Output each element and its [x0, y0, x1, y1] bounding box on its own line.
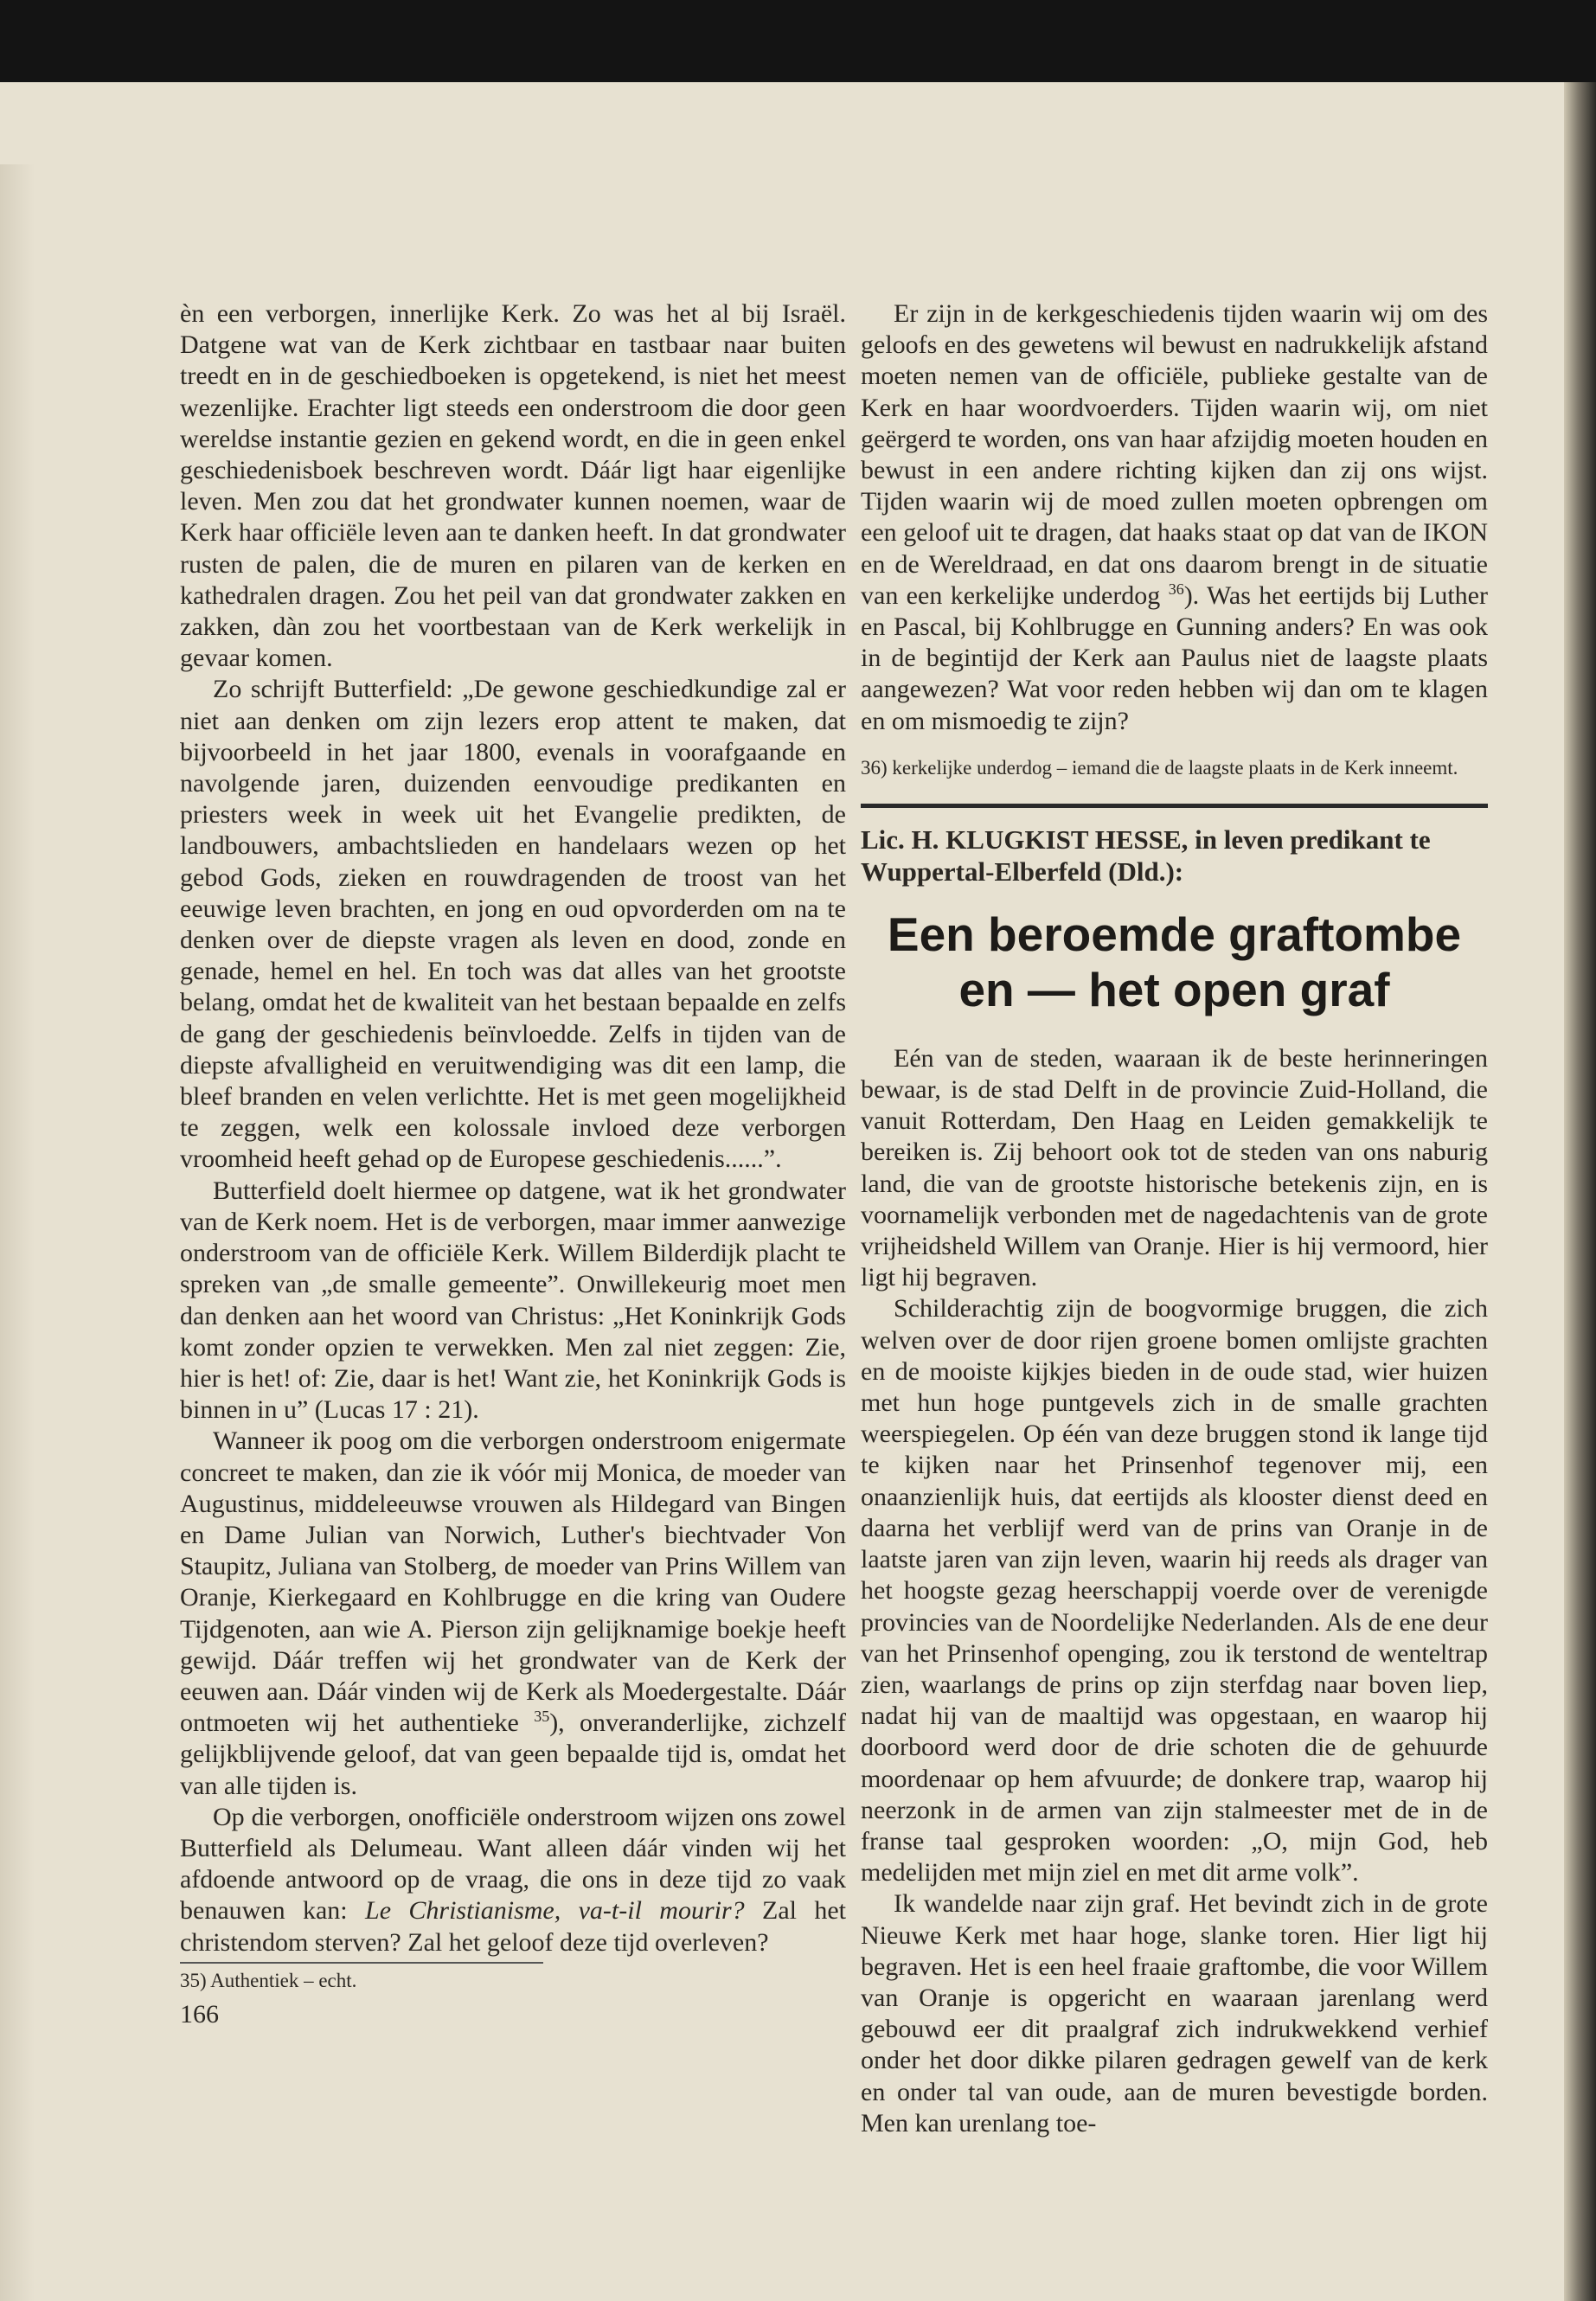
page-number: 166	[180, 1999, 219, 2029]
footnote: 35) Authentiek – echt.	[180, 1969, 357, 1991]
right-column	[861, 298, 1488, 2139]
paragraph: Zo schrijft Butterfield: „De gewone geschiedkundige zal er niet aan denken om zijn lezers erop attent te maken, dat bijvoorbeeld in het jaar 1800, evenals in voorafgaande en navolgende jaren, duizenden eenvoudige predikanten en priesters week in week uit het Evangelie predikten, de landbouwers, ambachtslieden en handelaars wezen op het gebod Gods, zieken en rouwdragenden de troost van het eeuwige leven brachten, en jong en oud opvorderden om na te denken over de diepste vragen als leven en dood, zonde en genade, hemel en hel. En toch was dat alles van het grootste belang, omdat het de kwaliteit van het bestaan bepaalde en zelfs de gang der geschiedenis beïnvloedde. Zelfs in tijden van de diepste afvalligheid en veruitwendiging was dit een lamp, die bleef branden en velen verlichtte. Het is met geen mogelijkheid te zeggen, welk een kolossale invloed deze verborgen vroomheid heeft gehad op de Europese geschiedenis......”.	[180, 675, 846, 1174]
paragraph: Eén van de steden, waaraan ik de beste herinneringen bewaar, is de stad Delft in de provincie Zuid-Holland, die vanuit Rotterdam, Den Haag en Leiden gemakkelijk te bereiken is. Zij behoort ook tot de steden van ons naburig land, die van de grootste historische betekenis zijn, en is voornamelijk verbonden met de nagedachtenis van de grote vrijheidsheld Willem van Oranje. Hier is hij vermoord, hier ligt hij begraven.	[861, 1043, 1488, 1292]
footnote-ref: 36	[1168, 580, 1184, 598]
paragraph: Op die verborgen, onofficiële onderstroom wijzen ons zowel Butterfield als Delumeau. Want alleen dáár vinden wij het afdoende antwoord op de vraag, die ons in deze tijd zo vaak benauwen kan: Le Christianisme, va-t-il mourir? Zal het christendom sterven? Zal het geloof deze tijd overleven?	[180, 1802, 847, 1957]
page-left-shadow	[0, 164, 35, 2301]
title-line: Een beroemde graftombe	[887, 907, 1462, 961]
article-title	[861, 907, 1488, 1017]
footnote-ref: 35	[534, 1708, 550, 1726]
paragraph: Ik wandelde naar zijn graf. Het bevindt zich in de grote Nieuwe Kerk met haar hoge, slanke toren. Hier ligt hij begraven. Het is een heel fraaie graftombe, die voor Willem van Oranje is opgericht en waaraan jarenlang werd gebouwd eer dit praalgraf zich indrukwekkend verhief onder het door dikke pilaren gedragen gewelf van de kerk en onder tal van oude, aan de muren bevestigde borden. Men kan urenlang toe-	[861, 1889, 1488, 2138]
book-page	[0, 82, 1564, 2301]
title-line: en — het open graf	[958, 962, 1390, 1016]
footnote: 36) kerkelijke underdog – iemand die de laagste plaats in de Kerk inneemt.	[861, 756, 1458, 779]
scan-top-border	[0, 0, 1596, 82]
footnote-rule	[180, 1962, 543, 1964]
italic-title: Le Christianisme, va-t-il mourir?	[365, 1896, 745, 1926]
section-divider	[861, 804, 1488, 808]
book-spine-edge	[1564, 82, 1596, 2301]
paragraph: Schilderachtig zijn de boogvormige bruggen, die zich welven over de door rijen groene bomen omlijste grachten en de mooiste kijkjes bieden in de oude stad, wier huizen met hun hoge puntgevels zich in de smalle grachten weerspiegelen. Op één van deze bruggen stond ik lange tijd te kijken naar het Prinsenhof tegenover mij, een onaanzienlijk huis, dat eertijds als klooster dienst deed en daarna het verblijf werd van de prins van Oranje in de laatste jaren van zijn leven, waarin hij reeds als drager van het hoogste gezag heerschappij voerde over de verenigde provincies van de Noordelijke Nederlanden. Als de ene deur van het Prinsenhof openging, zou ik terstond de wenteltrap zien, waarlangs de prins op zijn sterfdag naar boven liep, nadat hij van de maaltijd was opgestaan, en waarop hij doorboord werd door de drie schoten die de gehuurde moordenaar op hem afvuurde; de donkere trap, waarop hij neerzonk in de armen van zijn stalmeester met de in de franse taal gesproken woorden: „O, mijn God, heb medelijden met mijn ziel en met dit arme volk”.	[861, 1294, 1488, 1888]
paragraph: èn een verborgen, innerlijke Kerk. Zo was het al bij Israël. Datgene wat van de Kerk zichtbaar en tastbaar naar buiten treedt en in de geschiedboeken is opgetekend, is niet het meest wezenlijke. Erachter ligt steeds een onderstroom die door geen wereldse instantie gezien en gekend wordt, en die in geen enkel geschiedenisboek beschreven wordt. Dáár ligt haar eigenlijke leven. Men zou dat het grondwater kunnen noemen, waar de Kerk haar officiële leven aan te danken heeft. In dat grondwater rusten de palen, die de muren en pilaren van de kerken en kathedralen dragen. Zou het peil van dat grondwater zakken en zakken, dàn zou het voortbestaan van de Kerk werkelijk in gevaar komen.	[180, 299, 846, 673]
article-author: Lic. H. KLUGKIST HESSE, in leven predikant te Wuppertal-Elberfeld (Dld.):	[861, 824, 1431, 887]
left-column	[180, 298, 846, 2030]
paragraph: Wanneer ik poog om die verborgen onderstroom enigermate concreet te maken, dan zie ik vóór mij Monica, de moeder van Augustinus, middeleeuwse vrouwen als Hildegard van Bingen en Dame Julian van Norwich, Luther's biechtvader Von Staupitz, Juliana van Stolberg, de moeder van Prins Willem van Oranje, Kierkegaard en Kohlbrugge en die kring van Oudere Tijdgenoten, aan wie A. Pierson zijn gelijknamige boekje heeft gewijd. Dáár treffen wij het grondwater van de Kerk der eeuwen aan. Dáár vinden wij de Kerk als Moedergestalte. Dáár ontmoeten wij het authentieke $^{35}$), onveranderlijke, zichzelf gelijkblijvende geloof, dat van geen bepaalde tijd is, omdat het van alle tijden is.	[180, 1426, 846, 1800]
paragraph: Er zijn in de kerkgeschiedenis tijden waarin wij om des geloofs en des gewetens wil bewust en nadrukkelijk afstand moeten nemen van de officiële, publieke gestalte van de Kerk en haar woordvoerders. Tijden waarin wij, om niet geërgerd te worden, ons van haar afzijdig moeten houden en bewust in een andere richting kijken dan zij ons wijst. Tijden waarin wij de moed zullen moeten opbrengen om een geloof uit te dragen, dat haaks staat op dat van de IKON en de Wereldraad, en dat ons daarom brengt in de situatie van een kerkelijke underdog $^{36}$). Was het eertijds bij Luther en Pascal, bij Kohlbrugge en Gunning anders? En was ook in de begintijd der Kerk aan Paulus niet de laagste plaats aangewezen? Wat voor reden hebben wij dan om te klagen en om mismoedig te zijn?	[861, 299, 1488, 735]
paragraph: Butterfield doelt hiermee op datgene, wat ik het grondwater van de Kerk noem. Het is de verborgen, maar immer aanwezige onderstroom van de officiële Kerk. Willem Bilderdijk placht te spreken van „de smalle gemeente”. Onwillekeurig moet men dan denken aan het woord van Christus: „Het Koninkrijk Gods komt zonder opzien te verwekken. Men zal niet zeggen: Zie, hier is het! of: Zie, daar is het! Want zie, het Koninkrijk Gods is binnen in u” (Lucas 17 : 21).	[180, 1176, 846, 1425]
